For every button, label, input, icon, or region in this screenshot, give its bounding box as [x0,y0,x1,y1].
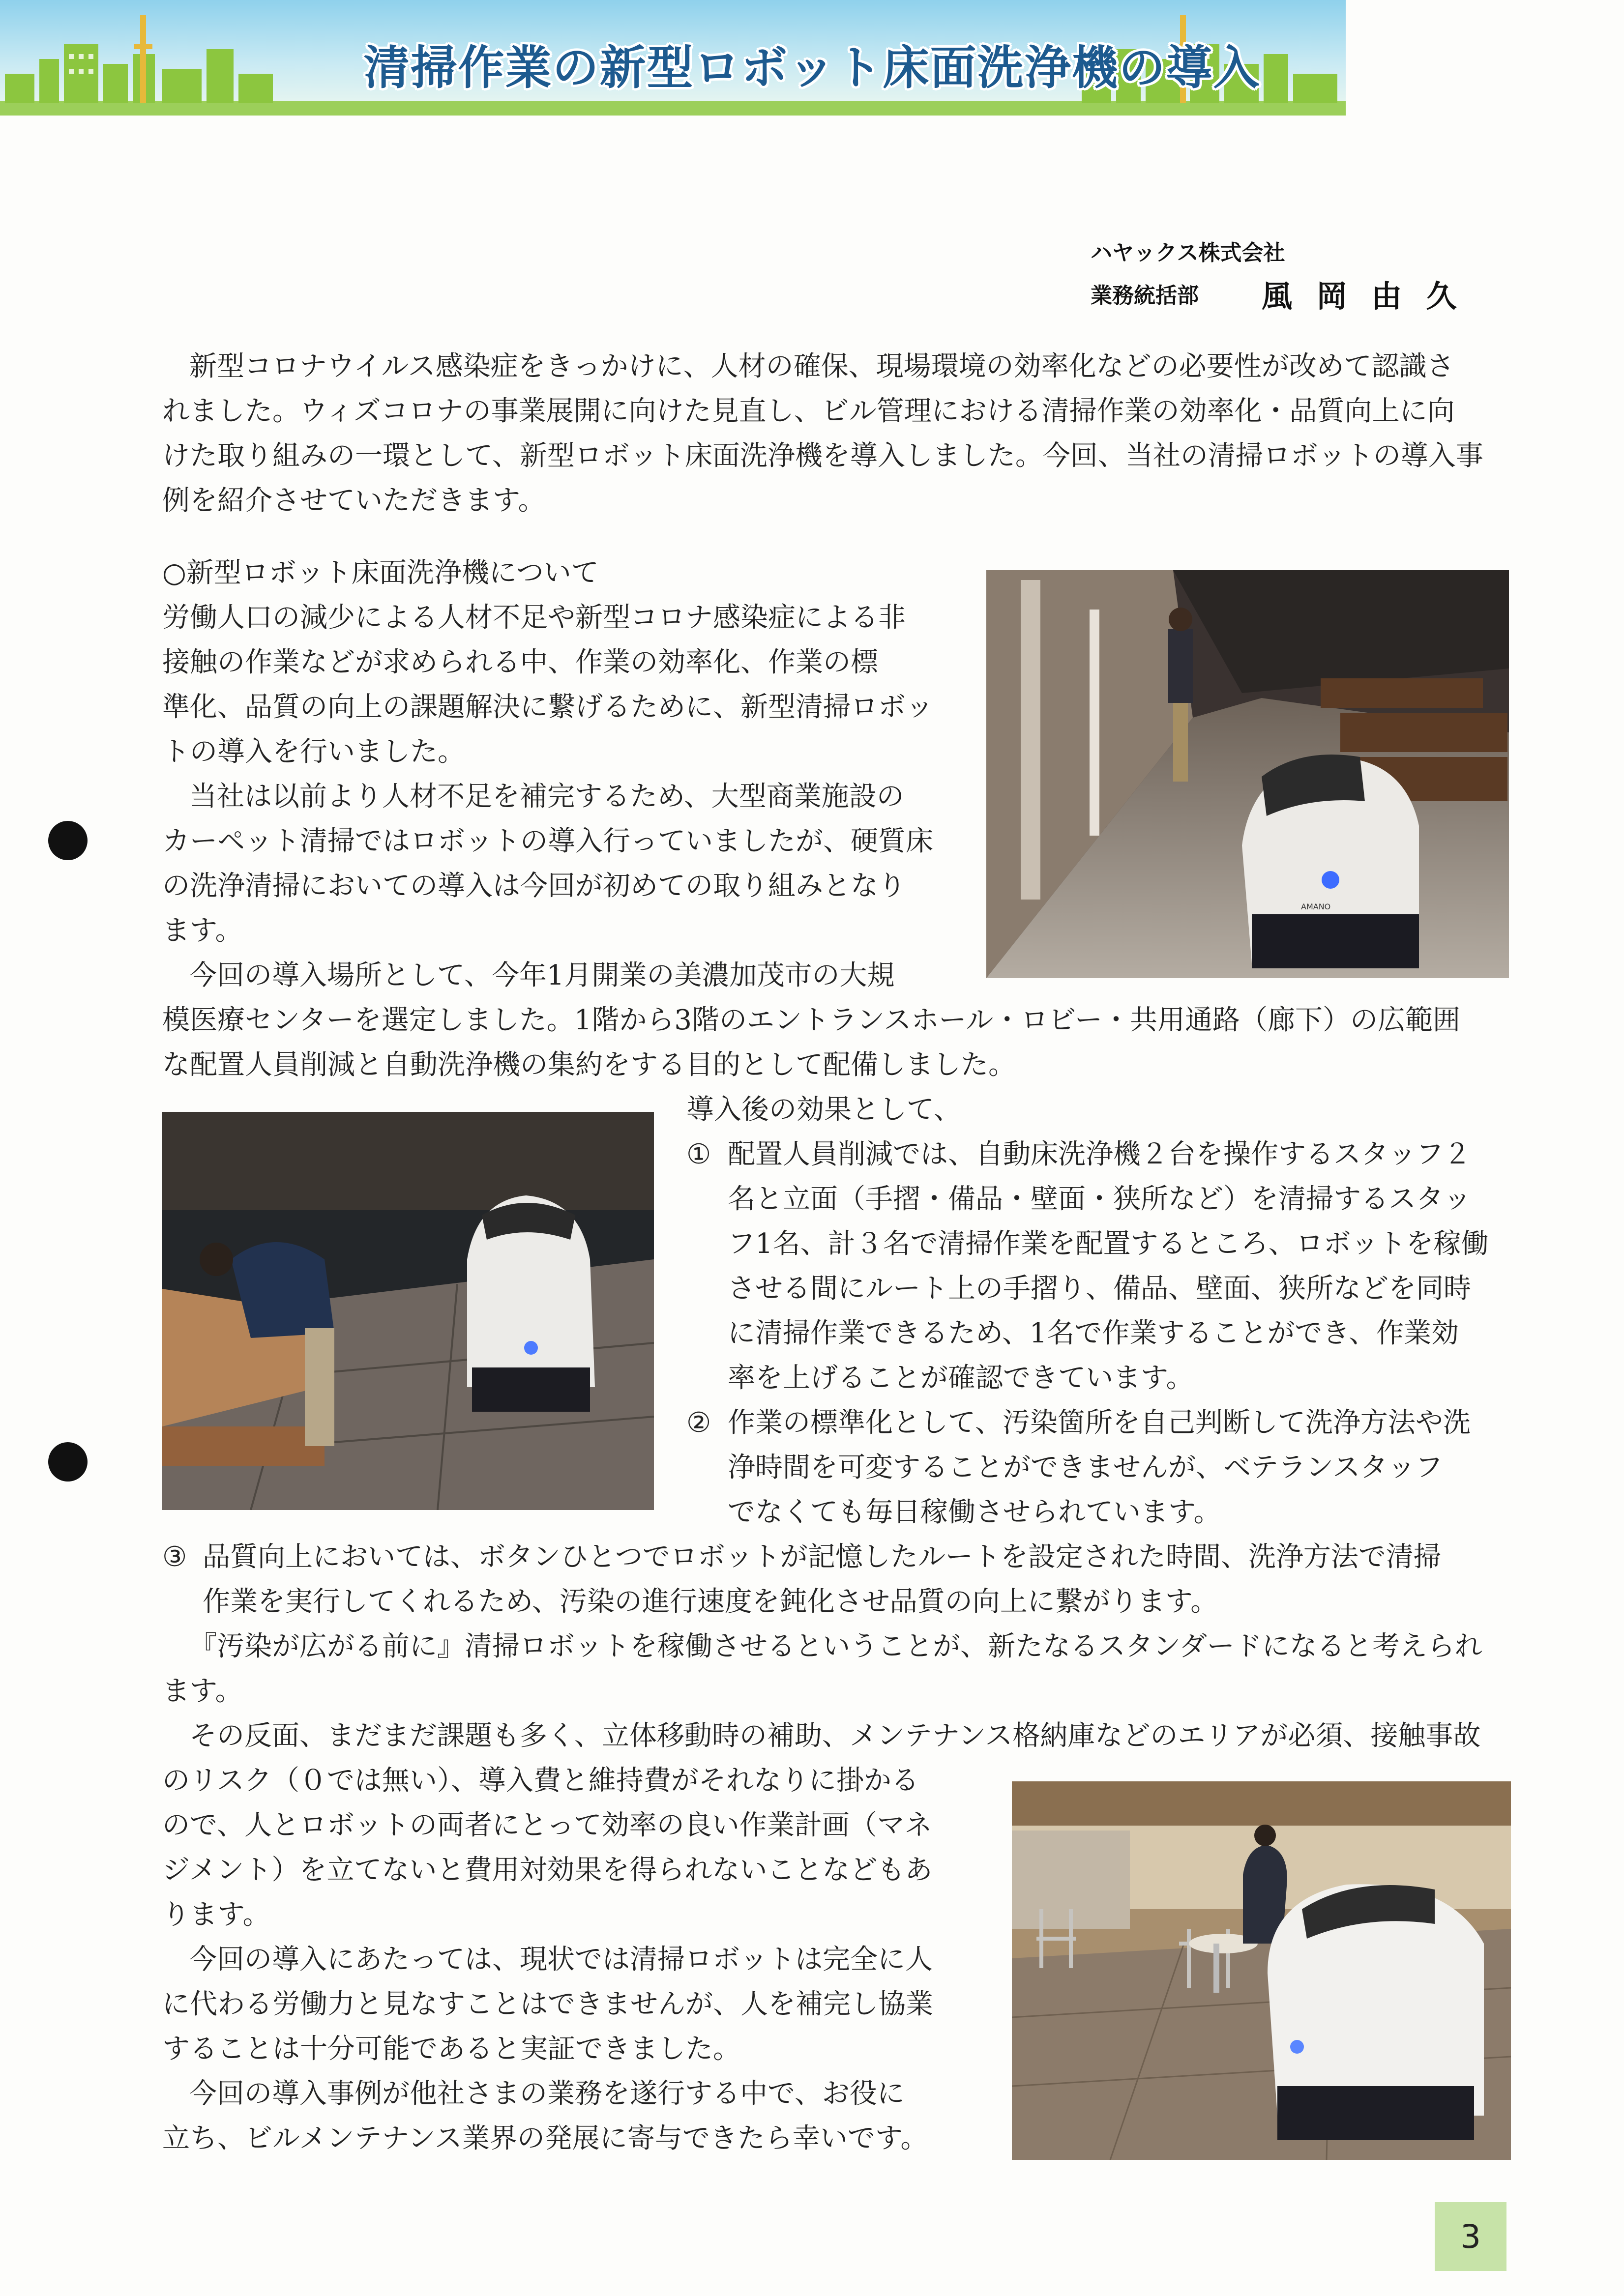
body-line: 当社は以前より人材不足を補完するため、大型商業施設の [189,781,904,813]
page-number: 3 [1460,2217,1481,2256]
list-item-line: 率を上げることが確認できています。 [728,1362,1194,1394]
section-heading: ○新型ロボット床面洗浄機について [162,557,599,589]
body-line: 『汚染が広がる前に』清掃ロボットを稼働させるということが、新たなるスタンダードになると考えられ [189,1630,1482,1662]
robot-brand-label: AMANO [1301,902,1331,911]
list-item-line: させる間にルート上の手摺り、備品、壁面、狭所などを同時 [728,1273,1471,1305]
list-item-line: 品質向上においては、ボタンひとつでロボットが記憶したルートを設定された時間、洗浄方法で清掃 [203,1541,1441,1573]
body-line: ので、人とロボットの両者にとって効率の良い作業計画（マネ [162,1809,932,1841]
page-number-box [1435,2202,1506,2271]
body-line: な配置人員削減と自動洗浄機の集約をする目的として配備しました。 [162,1049,1016,1081]
body-line: トの導入を行いました。 [162,736,465,768]
intro-line: けた取り組みの一環として、新型ロボット床面洗浄機を導入しました。今回、当社の清掃ロボットの導入事 [162,440,1483,472]
list-marker: ③ [162,1541,187,1573]
body-line: 今回の導入事例が他社さまの業務を遂行する中で、お役に [189,2078,905,2110]
list-item-line: 名と立面（手摺・備品・壁面・狭所など）を清掃するスタッ [728,1183,1471,1215]
body-line: することは十分可能であると実証できました。 [162,2033,740,2065]
body-line: に代わる労働力と見なすことはできませんが、人を補完し協業 [162,1988,933,2020]
department-name: 業務統括部 [1091,283,1199,308]
binder-hole [48,1442,88,1482]
list-item-line: 配置人員削減では、自動床洗浄機２台を操作するスタッフ２ [728,1138,1471,1170]
list-item-line: に清掃作業できるため、1名で作業することができ、作業効 [728,1317,1459,1349]
body-line: 労働人口の減少による人材不足や新型コロナ感染症による非 [162,602,906,634]
intro-line: れました。ウィズコロナの事業展開に向けた見直し、ビル管理における清掃作業の効率化・品質向上に向 [162,395,1455,427]
body-line: 今回の導入場所として、今年1月開業の美濃加茂市の大規 [189,959,895,991]
page-title: 清掃作業の新型ロボット床面洗浄機の導入 [363,41,1261,95]
body-line: ります。 [162,1899,270,1931]
list-item-line: フ1名、計３名で清掃作業を配置するところ、ロボットを稼働 [728,1228,1489,1260]
body-line: ます。 [162,1675,243,1707]
body-line: ジメント）を立てないと費用対効果を得られないことなどもあ [162,1854,933,1886]
company-name: ハヤックス株式会社 [1091,240,1285,265]
photo-hallway-robot [986,570,1509,978]
binder-hole [48,821,88,860]
list-marker: ② [686,1407,711,1439]
body-line: 立ち、ビルメンテナンス業界の発展に寄与できたら幸いです。 [162,2122,928,2154]
title-banner [0,0,1346,116]
body-line: 接触の作業などが求められる中、作業の効率化、作業の標 [162,646,878,678]
list-item-line: 作業の標準化として、汚染箇所を自己判断して洗浄方法や洗 [728,1407,1471,1439]
body-line: カーペット清掃ではロボットの導入行っていましたが、硬質床 [162,825,933,857]
photo-staff-cleaning-robot [162,1112,654,1510]
body-line: その反面、まだまだ課題も多く、立体移動時の補助、メンテナンス格納庫などのエリアが必須、接触事故 [189,1720,1481,1752]
list-item-line: 作業を実行してくれるため、汚染の進行速度を鈍化させ品質の向上に繋がります。 [203,1586,1218,1618]
list-item-line: でなくても毎日稼働させられています。 [728,1496,1221,1528]
list-marker: ① [686,1138,711,1170]
author-name: 風 岡 由 久 [1262,278,1464,314]
body-line: 準化、品質の向上の課題解決に繋げるために、新型清掃ロボッ [162,691,933,723]
effects-intro: 導入後の効果として、 [686,1094,961,1126]
body-line: の洗浄清掃においての導入は今回が初めての取り組みとなり [162,870,906,902]
photo-lounge-robot [1012,1781,1511,2160]
intro-line: 例を紹介させていただきます。 [162,485,546,517]
body-line: 今回の導入にあたっては、現状では清掃ロボットは完全に人 [189,1944,933,1976]
body-line: ます。 [162,915,243,947]
body-line: 模医療センターを選定しました。1階から3階のエントランスホール・ロビー・共用通路（廊下）の広範囲 [162,1004,1460,1036]
body-line: のリスク（０では無い）、導入費と維持費がそれなりに掛かる [162,1765,919,1797]
intro-line: 新型コロナウイルス感染症をきっかけに、人材の確保、現場環境の効率化などの必要性が改めて認識さ [189,350,1454,382]
list-item-line: 浄時間を可変することができませんが、ベテランスタッフ [728,1452,1443,1483]
